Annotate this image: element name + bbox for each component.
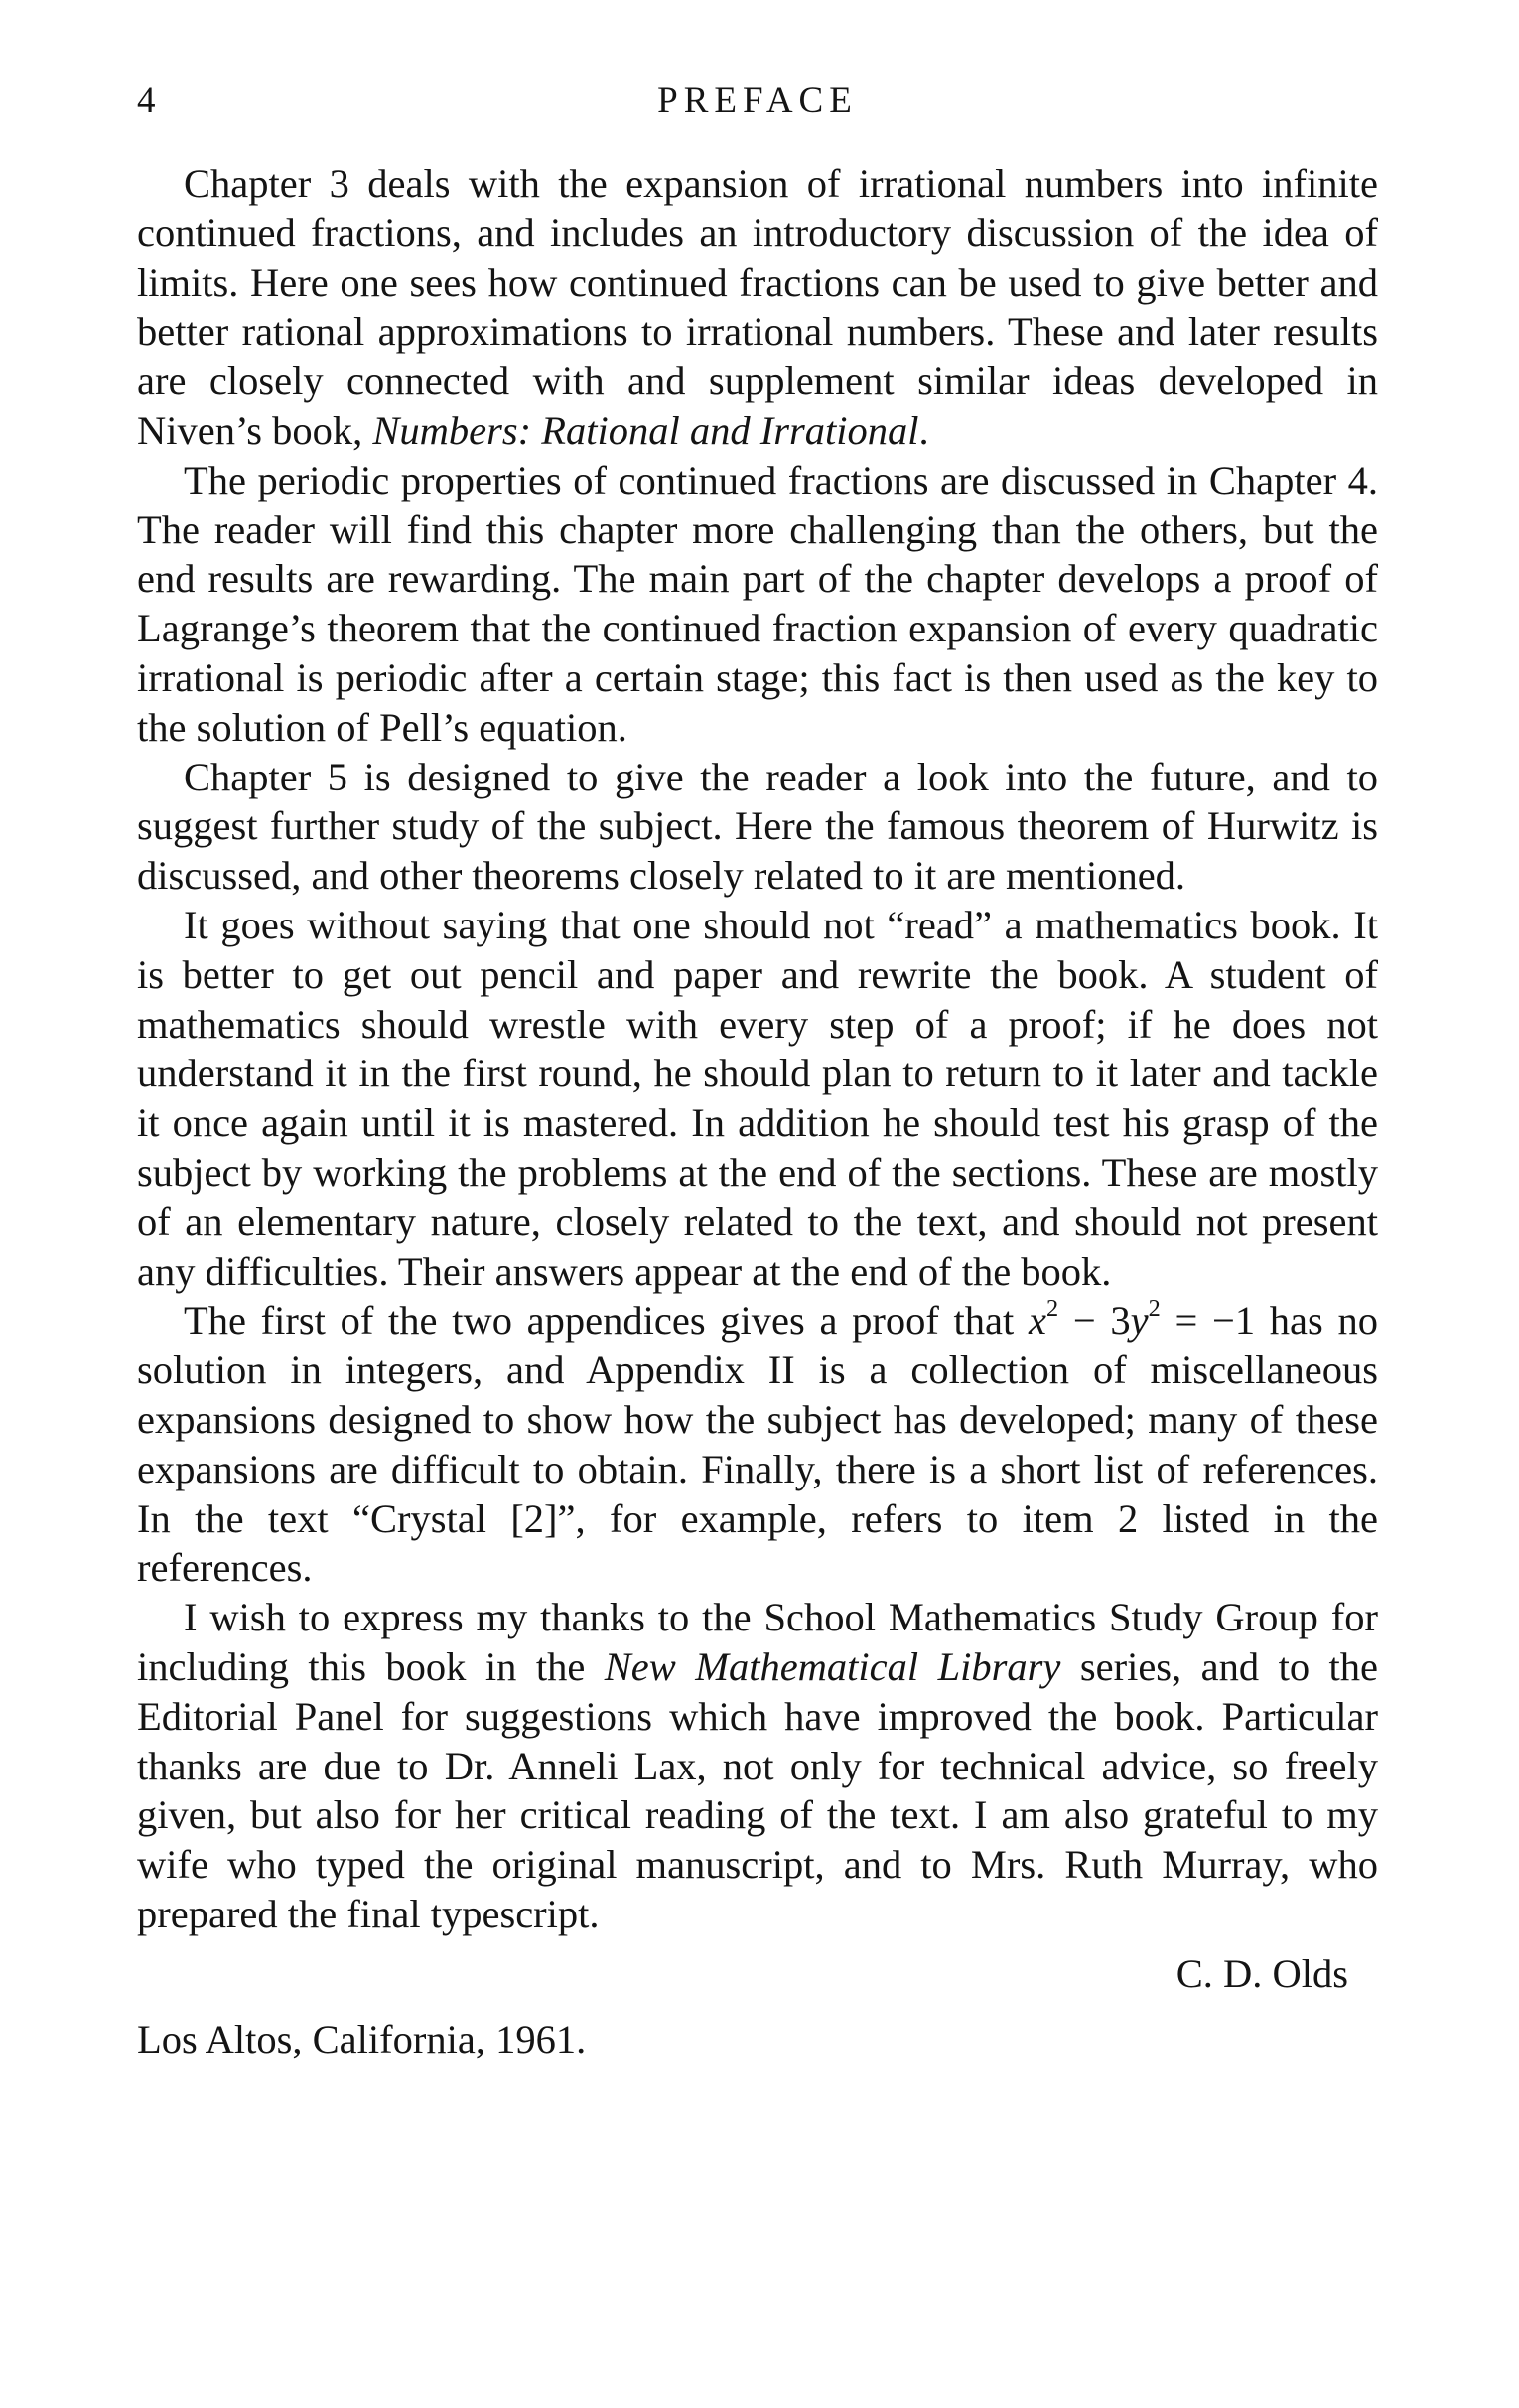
paragraph-study-advice: It goes without saying that one should not “read” a mathematics book. It is better to get out pencil and paper and rewrite the book. A student of mathematics should wrestle with every step of a proof; if he does not understand it in the first round, he should plan to return to it later and tackle it once again until it is mastered. In addition he should test his grasp of the subject by working the problems at the end of the sections. These are mostly of an elementary nature, closely related to the text, and should not present any difficulties. Their answers appear at the end of the book.: [137, 902, 1378, 1294]
paragraph-appendices-text: The first of the two appendices gives a proof that: [184, 1298, 1029, 1344]
series-title-new-mathematical-library: New Mathematical Library: [604, 1643, 1061, 1689]
paragraph-chapter-3-text: Chapter 3 deals with the expansion of irrational numbers into infinite continued fractions, and includes an introductory discussion of the idea of limits. Here one sees how continued fractions can be used to give better and better rational approximations to irrational numbers. These and later results are closely connected with and supplement similar ideas developed in Niven’s book,: [137, 161, 1378, 453]
paragraph-appendices-rest: has no solution in integers, and Appendix II is a collection of miscellaneous expansions designed to show how the subject has developed; many of these expansions are difficult to obtain. Finally, there is a short list of references. In the text “Crystal [2]”, for example, refers to item 2 listed in the references.: [137, 1298, 1378, 1591]
paragraph-acknowledgements: [137, 1593, 1378, 1939]
author-signature: C. D. Olds: [1175, 1950, 1348, 1996]
running-title: PREFACE: [657, 80, 858, 121]
equation-rhs: = −1: [1160, 1298, 1256, 1344]
equation-var-x: x: [1029, 1298, 1046, 1344]
equation-exponent-x: 2: [1045, 1295, 1059, 1323]
equation-exponent-y: 2: [1148, 1295, 1161, 1323]
place-date: Los Altos, California, 1961.: [137, 2016, 587, 2061]
equation-var-y: y: [1130, 1298, 1149, 1344]
preface-body: [137, 159, 1378, 2064]
paragraph-acknowledgements-rest: series, and to the Editorial Panel for suggestions which have improved the book. Particular thanks are due to Dr. Anneli Lax, not only for technical advice, so freely given, but also for her critical reading of the text. I am also grateful to my wife who typed the original manuscript, and to Mrs. Ruth Murray, who prepared the final typescript.: [137, 1643, 1378, 1936]
book-title-numbers-rational-irrational: Numbers: Rational and Irrational: [372, 407, 919, 453]
paragraph-appendices: [137, 1296, 1378, 1593]
equation-pell: [1029, 1295, 1256, 1344]
paragraph-chapter-3-end: .: [918, 407, 929, 453]
running-head: [137, 79, 1378, 129]
paragraph-chapter-3: [137, 159, 1378, 456]
paragraph-chapter-5: Chapter 5 is designed to give the reader a look into the future, and to suggest further study of the subject. Here the famous theorem of Hurwitz is discussed, and other theorems closely related to it are mentioned.: [137, 754, 1378, 899]
equation-minus-three: − 3: [1058, 1298, 1131, 1344]
paragraph-acknowledgements-text: I wish to express my thanks to the School Mathematics Study Group for including this book in the: [137, 1595, 1378, 1689]
paragraph-chapter-4: The periodic properties of continued fractions are discussed in Chapter 4. The reader will find this chapter more challenging than the others, but the end results are rewarding. The main part of the chapter develops a proof of Lagrange’s theorem that the continued fraction expansion of every quadratic irrational is periodic after a certain stage; this fact is then used as the key to the solution of Pell’s equation.: [137, 457, 1378, 750]
page-number: 4: [137, 80, 156, 121]
